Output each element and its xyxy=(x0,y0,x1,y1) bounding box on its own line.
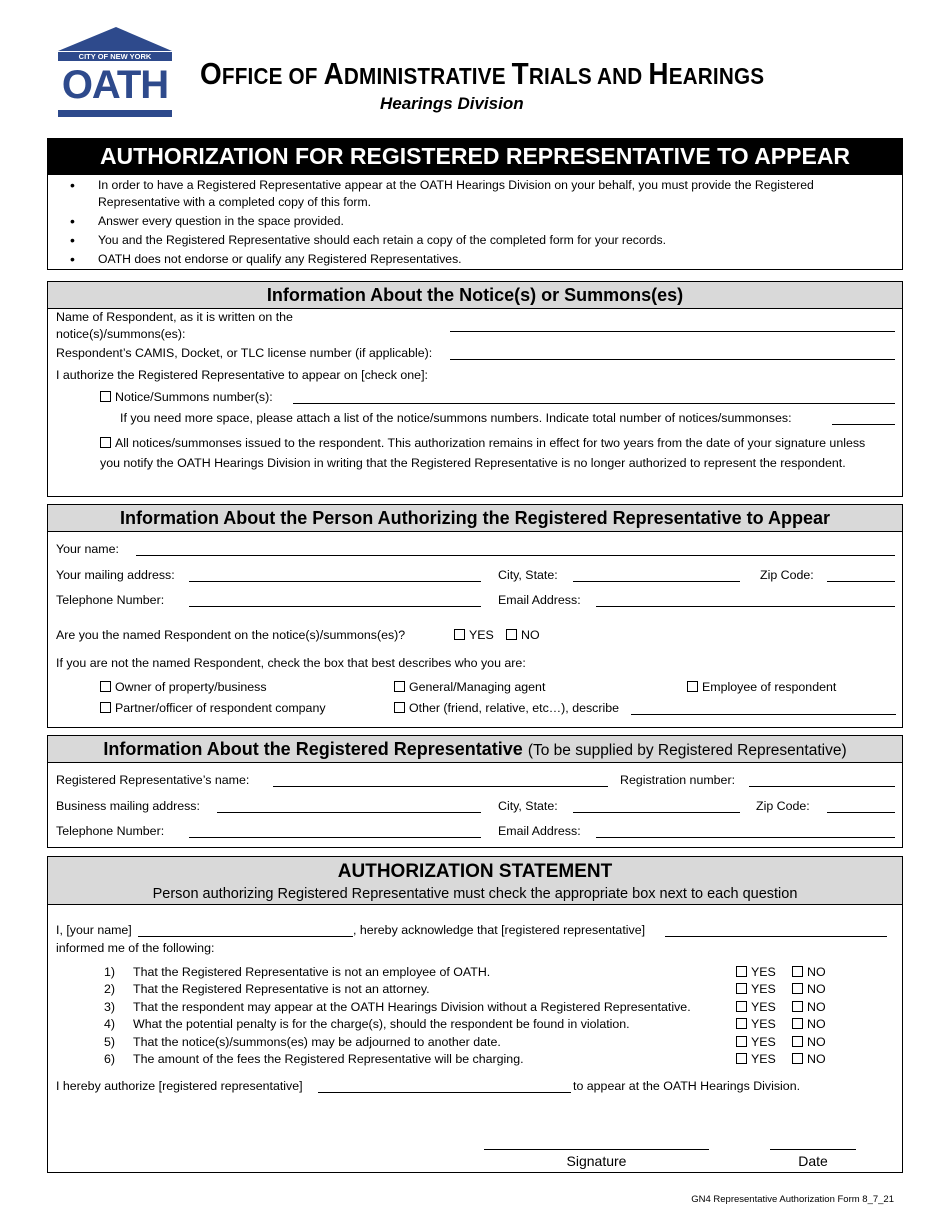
checkbox-icon xyxy=(792,1053,803,1064)
checkbox-icon xyxy=(792,1001,803,1012)
no-checkbox[interactable]: NO xyxy=(792,1000,826,1014)
your-name-label: Your name: xyxy=(56,542,119,556)
person-section xyxy=(47,504,903,728)
phone-label: Telephone Number: xyxy=(56,593,165,607)
option-employee[interactable]: Employee of respondent xyxy=(687,680,836,694)
checkbox-icon[interactable] xyxy=(394,702,405,713)
intro-item: • In order to have a Registered Representative appear at the OATH Hearings Division on your behalf, you must provide the Registered Representative with a completed copy of this form. xyxy=(48,177,902,211)
yes-checkbox[interactable]: YES xyxy=(736,965,776,979)
checkbox-icon[interactable] xyxy=(506,629,517,640)
rep-zip-label: Zip Code: xyxy=(756,799,810,813)
option-numbers[interactable]: Notice/Summons number(s): xyxy=(100,390,273,404)
date-field[interactable] xyxy=(770,1149,856,1150)
checkbox-icon xyxy=(792,1036,803,1047)
respondent-name-field[interactable] xyxy=(450,331,895,332)
checkbox-icon xyxy=(736,1001,747,1012)
checkbox-icon xyxy=(736,1053,747,1064)
checkbox-icon[interactable] xyxy=(687,681,698,692)
option-partner[interactable]: Partner/officer of respondent company xyxy=(100,701,326,715)
rep-zip-field[interactable] xyxy=(827,812,895,813)
form-footer: GN4 Representative Authorization Form 8_7_21 xyxy=(691,1194,894,1205)
intro-item: • OATH does not endorse or qualify any Registered Representatives. xyxy=(48,251,902,268)
yes-checkbox[interactable]: YES xyxy=(736,982,776,996)
mailing-label: Your mailing address: xyxy=(56,568,175,582)
zip-label: Zip Code: xyxy=(760,568,814,582)
authorize-rep-suffix: to appear at the OATH Hearings Division. xyxy=(573,1079,801,1093)
total-notices-field[interactable] xyxy=(832,424,895,425)
rep-email-label: Email Address: xyxy=(498,824,581,838)
statement-items xyxy=(48,965,902,1069)
ack-rep-label: , hereby acknowledge that [registered representative] xyxy=(353,923,646,937)
rep-name-label: Registered Representative’s name: xyxy=(56,773,250,787)
option-agent[interactable]: General/Managing agent xyxy=(394,680,545,694)
rep-phone-field[interactable] xyxy=(189,837,481,838)
no-checkbox[interactable]: NO xyxy=(792,982,826,996)
date-label: Date xyxy=(798,1153,828,1169)
checkbox-icon[interactable] xyxy=(100,437,111,448)
no-checkbox[interactable]: NO xyxy=(792,1035,826,1049)
notice-heading: Information About the Notice(s) or Summons(es) xyxy=(48,282,902,309)
regno-label: Registration number: xyxy=(620,773,736,787)
checkbox-icon xyxy=(736,1036,747,1047)
statement-section xyxy=(47,856,903,1173)
checkbox-icon xyxy=(792,1018,803,1029)
rep-city-field[interactable] xyxy=(573,812,740,813)
statement-header xyxy=(48,857,902,905)
ack-your-name-field[interactable] xyxy=(138,936,353,937)
option-all[interactable]: All notices/summonses issued to the respondent. This authorization remains in effect for two years from the date of your signature unless you notify the OATH Hearings Division in writing that the Registered Representative is no longer authorized to represent the respondent. xyxy=(100,436,866,470)
rep-mailing-label: Business mailing address: xyxy=(56,799,200,813)
checkbox-icon[interactable] xyxy=(100,681,111,692)
option-owner[interactable]: Owner of property/business xyxy=(100,680,267,694)
checkbox-icon xyxy=(736,966,747,977)
yes-checkbox[interactable]: YES xyxy=(736,1052,776,1066)
checkbox-icon xyxy=(736,983,747,994)
statement-item: 2) That the Registered Representative is not an attorney. YES NO xyxy=(104,982,826,997)
page-subtitle: Hearings Division xyxy=(380,94,524,113)
statement-item: 5) That the notice(s)/summons(es) may be adjourned to another date. YES NO xyxy=(104,1034,826,1049)
authorize-rep-field[interactable] xyxy=(318,1092,571,1093)
email-field[interactable] xyxy=(596,606,895,607)
statement-item: 1) That the Registered Representative is not an employee of OATH. YES NO xyxy=(104,965,826,979)
city-field[interactable] xyxy=(573,581,740,582)
camis-label: Respondent’s CAMIS, Docket, or TLC license number (if applicable): xyxy=(56,346,433,360)
authorize-rep-label: I hereby authorize [registered representative] xyxy=(56,1079,303,1093)
ack-your-name-label: I, [your name] xyxy=(56,923,132,937)
checkbox-icon[interactable] xyxy=(100,702,111,713)
rep-name-field[interactable] xyxy=(273,786,608,787)
intro-item: • Answer every question in the space provided. xyxy=(48,213,902,230)
yes-checkbox[interactable]: YES xyxy=(736,1017,776,1031)
describe-question: If you are not the named Respondent, check the box that best describes who you are: xyxy=(56,656,526,670)
notice-section xyxy=(47,281,903,497)
no-checkbox[interactable]: NO xyxy=(792,1017,826,1031)
your-name-field[interactable] xyxy=(136,555,895,556)
statement-item: 3) That the respondent may appear at the OATH Hearings Division without a Registered Representative. YES NO xyxy=(104,999,826,1014)
statement-subheading: Person authorizing Registered Representative must check the appropriate box next to each question xyxy=(152,886,798,902)
city-label: City, State: xyxy=(498,568,558,582)
respondent-no[interactable]: NO xyxy=(506,628,540,642)
respondent-yes[interactable]: YES xyxy=(454,628,494,642)
signature-label: Signature xyxy=(566,1153,627,1169)
person-heading: Information About the Person Authorizing the Registered Representative to Appear xyxy=(48,505,902,532)
checkbox-icon[interactable] xyxy=(454,629,465,640)
respondent-name-label: Name of Respondent, as it is written on the notice(s)/summons(es): xyxy=(56,310,293,341)
email-label: Email Address: xyxy=(498,593,581,607)
logo-city-text: CITY OF NEW YORK xyxy=(78,52,152,61)
yes-checkbox[interactable]: YES xyxy=(736,1000,776,1014)
regno-field[interactable] xyxy=(749,786,895,787)
checkbox-icon xyxy=(792,966,803,977)
intro-item: • You and the Registered Representative should each retain a copy of the completed form for your records. xyxy=(48,232,902,249)
more-space-note: If you need more space, please attach a list of the notice/summons numbers. Indicate total number of notices/summonses: xyxy=(120,411,792,425)
ack-rep-field[interactable] xyxy=(665,936,887,937)
statement-item: 4) What the potential penalty is for the charge(s), should the respondent be found in violation. YES NO xyxy=(104,1017,826,1032)
other-describe-field[interactable] xyxy=(631,714,896,715)
mailing-field[interactable] xyxy=(189,581,481,582)
rep-phone-label: Telephone Number: xyxy=(56,824,165,838)
checkbox-icon[interactable] xyxy=(394,681,405,692)
no-checkbox[interactable]: NO xyxy=(792,965,826,979)
rep-section xyxy=(47,735,903,848)
phone-field[interactable] xyxy=(189,606,481,607)
camis-field[interactable] xyxy=(450,359,895,360)
intro-instructions xyxy=(47,175,903,270)
zip-field[interactable] xyxy=(827,581,895,582)
rep-email-field[interactable] xyxy=(596,837,895,838)
ack-informed: informed me of the following: xyxy=(56,941,215,955)
summons-numbers-field[interactable] xyxy=(293,403,895,404)
oath-logo xyxy=(55,26,175,118)
option-other[interactable]: Other (friend, relative, etc…), describe xyxy=(394,701,619,715)
statement-heading: AUTHORIZATION STATEMENT xyxy=(337,861,613,882)
checkbox-icon xyxy=(736,1018,747,1029)
signature-field[interactable] xyxy=(484,1149,709,1150)
rep-mailing-field[interactable] xyxy=(217,812,481,813)
no-checkbox[interactable]: NO xyxy=(792,1052,826,1066)
authorize-label: I authorize the Registered Representative to appear on [check one]: xyxy=(56,368,428,382)
rep-heading: Information About the Registered Representative (To be supplied by Registered Representative) xyxy=(48,736,902,763)
page-title: OFFICE OF ADMINISTRATIVE TRIALS AND HEARINGS xyxy=(200,56,765,91)
yes-checkbox[interactable]: YES xyxy=(736,1035,776,1049)
form-banner: AUTHORIZATION FOR REGISTERED REPRESENTATIVE TO APPEAR xyxy=(47,138,903,175)
statement-item: 6) The amount of the fees the Registered Representative will be charging. YES NO xyxy=(104,1051,826,1066)
logo-oath-text: OATH xyxy=(61,63,169,107)
checkbox-icon[interactable] xyxy=(100,391,111,402)
respondent-question: Are you the named Respondent on the notice(s)/summons(es)? xyxy=(56,628,406,642)
rep-city-label: City, State: xyxy=(498,799,558,813)
checkbox-icon xyxy=(792,983,803,994)
